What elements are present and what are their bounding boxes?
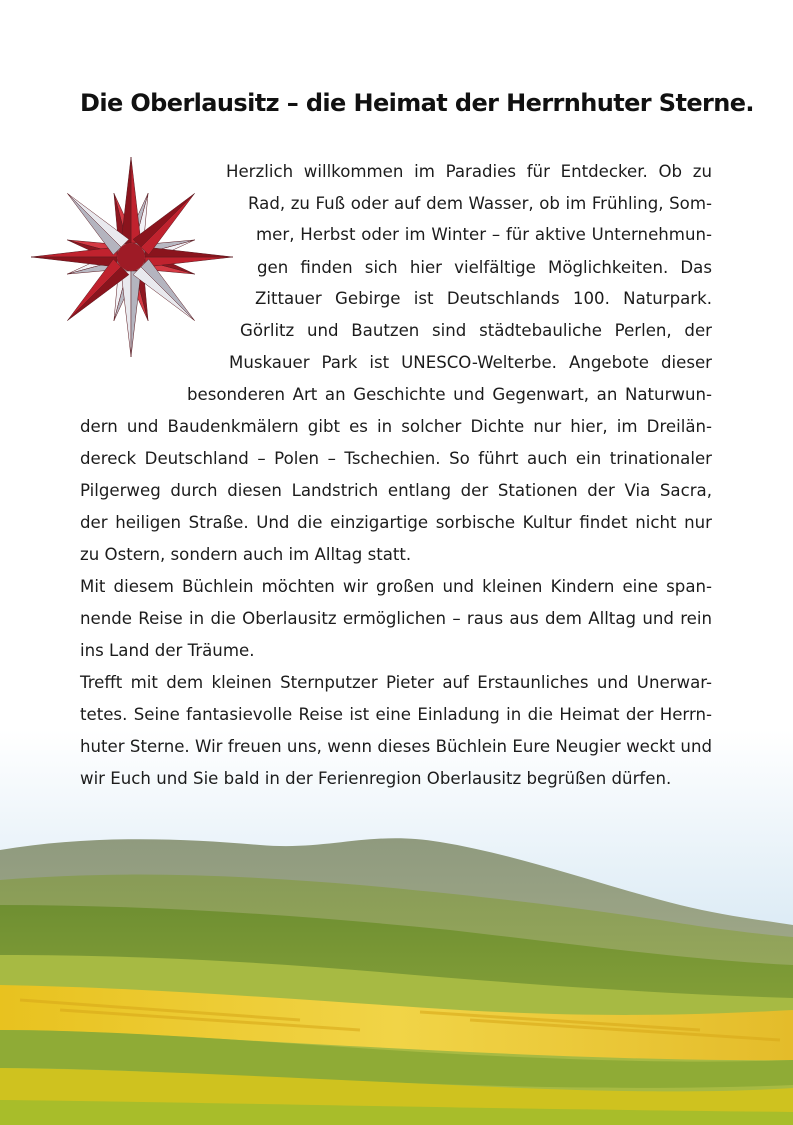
paragraph-line: Mit diesem Büchlein möchten wir großen und kleinen Kindern eine span- [80,577,712,596]
paragraph-line: dern und Baudenkmälern gibt es in solcher Dichte nur hier, im Dreilän- [80,417,712,436]
paragraph-line: wir Euch und Sie bald in der Ferienregion Oberlausitz begrüßen dürfen. [80,769,672,788]
paragraph-line: Rad, zu Fuß oder auf dem Wasser, ob im Frühling, Som- [248,194,712,213]
paragraph-line: Muskauer Park ist UNESCO-Welterbe. Angebote dieser [229,353,712,372]
star-spike [145,247,233,267]
paragraph-line: gen finden sich hier vielfältige Möglichkeiten. Das [257,258,712,277]
paragraph-line: der heiligen Straße. Und die einzigartige sorbische Kultur findet nicht nur [80,513,712,532]
paragraph-line: Trefft mit dem kleinen Sternputzer Pieter auf Erstaunliches und Unerwar- [80,673,712,692]
paragraph-line: Pilgerweg durch diesen Landstrich entlang der Stationen der Via Sacra, [80,481,712,500]
paragraph-line: dereck Deutschland – Polen – Tschechien. So führt auch ein trinationaler [80,449,712,468]
star-hub [117,243,145,271]
star-spike [121,157,141,243]
paragraph-line: Zittauer Gebirge ist Deutschlands 100. Naturpark. [255,289,712,308]
star-spike [31,247,117,267]
paragraph-line: Herzlich willkommen im Paradies für Entdecker. Ob zu [226,162,712,181]
page-title: Die Oberlausitz – die Heimat der Herrnhuter Sterne. [80,89,754,117]
star-spike [121,271,141,357]
herrnhut-star-icon [26,157,236,367]
paragraph-line: nende Reise in die Oberlausitz ermöglichen – raus aus dem Alltag und rein [80,609,712,628]
paragraph-line: besonderen Art an Geschichte und Gegenwart, an Naturwun- [187,385,712,404]
paragraph-line: huter Sterne. Wir freuen uns, wenn dieses Büchlein Eure Neugier weckt und [80,737,712,756]
paragraph-line: zu Ostern, sondern auch im Alltag statt. [80,545,412,564]
paragraph-line: ins Land der Träume. [80,641,255,660]
paragraph-line: Görlitz und Bautzen sind städtebauliche Perlen, der [240,321,712,340]
paragraph-line: mer, Herbst oder im Winter – für aktive Unternehmun- [256,225,712,244]
paragraph-line: tetes. Seine fantasievolle Reise ist eine Einladung in die Heimat der Herrn- [80,705,712,724]
